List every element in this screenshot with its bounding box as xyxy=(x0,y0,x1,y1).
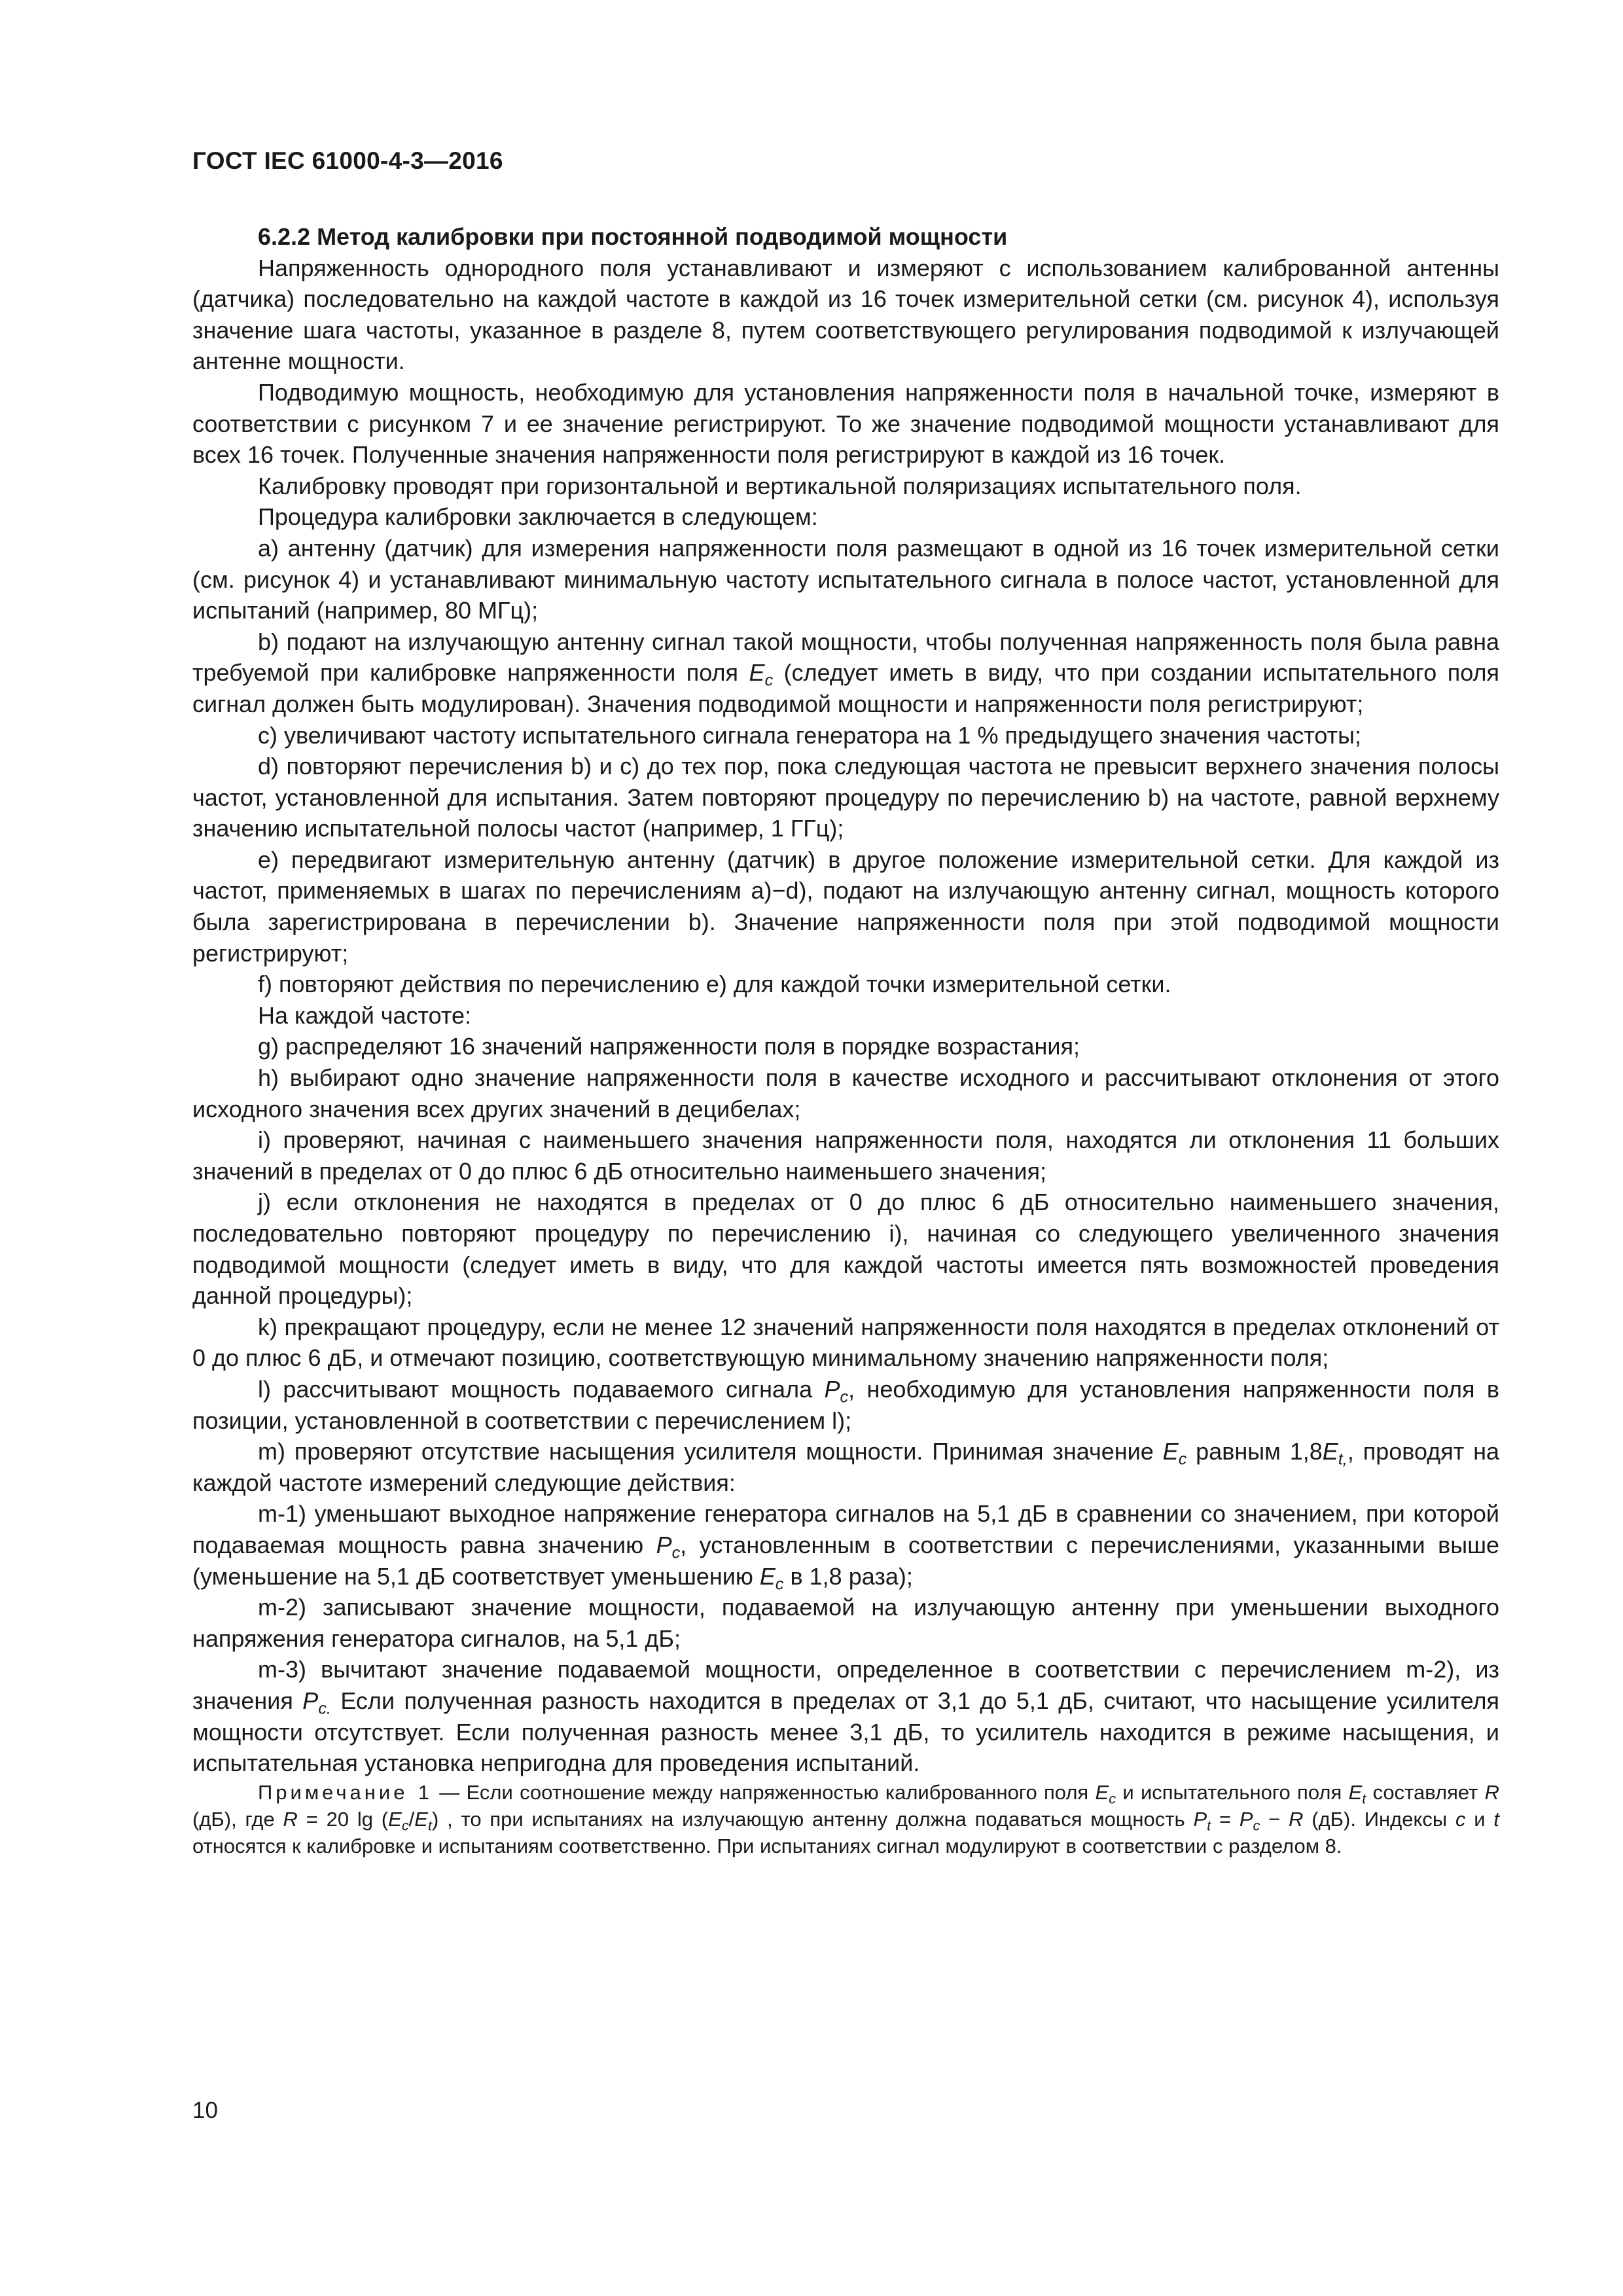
section-body xyxy=(192,221,1499,1859)
paragraph: Напряженность однородного поля устанавливают и измеряют с использованием калиброванной антенны (датчика) последовательно на каждой частоте в каждой из 16 точек измерительной сетки (см. рисунок 4), используя значение шага частоты, указанное в разделе 8, путем соответствующего регулирования подводимой к излучающей антенне мощности. xyxy=(192,254,1499,375)
list-item-g: g) распределяют 16 значений напряженности поля в порядке возрастания; xyxy=(258,1033,1080,1060)
note: Примечание 1 — Если соотношение между напряженностью калиброванного поля $E_c$ и испытательного поля $E_t$ составляет R (дБ), где R = 20 $\lg (E_c/E_t)$ , то при испытаниях на излучающую антенну должна подаваться мощность $P_t = P_c - R$ (дБ). Индексы c и t относятся к калибровке и испытаниям соответственно. При испытаниях сигнал модулируют в соответствии с разделом 8. xyxy=(192,1780,1499,1857)
paragraph: Процедура калибровки заключается в следующем: xyxy=(258,503,818,531)
list-item-f: f) повторяют действия по перечислению е) для каждой точки измерительной сетки. xyxy=(258,971,1171,998)
list-item-l: l) рассчитывают мощность подаваемого сигнала $P_c$, необходимую для установления напряженности поля в позиции, установленной в соответствии с перечислением l); xyxy=(192,1375,1499,1434)
note-label: Примечание 1 xyxy=(258,1780,433,1804)
list-item-c: с) увеличивают частоту испытательного сигнала генератора на 1 % предыдущего значения частоты; xyxy=(258,721,1362,749)
list-item-m2: m-2) записывают значение мощности, подаваемой на излучающую антенну при уменьшении выходного напряжения генератора сигналов, на 5,1 дБ; xyxy=(192,1594,1499,1652)
standard-header: ГОСТ IEC 61000-4-3—2016 xyxy=(192,147,503,174)
list-item-m1: m-1) уменьшают выходное напряжение генератора сигналов на 5,1 дБ в сравнении со значением, при которой подаваемая мощность равна значению $P_c$, установленным в соответствии с перечислениями, указанными выше (уменьшение на 5,1 дБ соответствует уменьшению $E_c$ в 1,8 раза); xyxy=(192,1500,1500,1594)
list-item-d: d) повторяют перечисления b) и с) до тех пор, пока следующая частота не превысит верхнего значения полосы частот, установленной для испытания. Затем повторяют процедуру по перечислению b) на частоте, равной верхнему значению испытательной полосы частот (например, 1 ГГц); xyxy=(192,753,1499,842)
list-item-k: k) прекращают процедуру, если не менее 12 значений напряженности поля находятся в пределах отклонений от 0 до плюс 6 дБ, и отмечают позицию, соответствующую минимальному значению напряженности поля; xyxy=(192,1313,1499,1372)
paragraph: На каждой частоте: xyxy=(258,1001,472,1029)
list-item-a: а) антенну (датчик) для измерения напряженности поля размещают в одной из 16 точек измерительной сетки (см. рисунок 4) и устанавливают минимальную частоту испытательного сигнала в полосе частот, установленной для испытаний (например, 80 МГц); xyxy=(192,534,1499,624)
paragraph: Подводимую мощность, необходимую для установления напряженности поля в начальной точке, измеряют в соответствии с рисунком 7 и ее значение регистрируют. То же значение подводимой мощности устанавливают для всех 16 точек. Полученные значения напряженности поля регистрируют в каждой из 16 точек. xyxy=(192,378,1499,469)
list-item-j: j) если отклонения не находятся в пределах от 0 до плюс 6 дБ относительно наименьшего значения, последовательно повторяют процедуру по перечислению i), начиная со следующего увеличенного значения подводимой мощности (следует иметь в виду, что для каждой частоты имеется пять возможностей проведения данной процедуры); xyxy=(192,1189,1500,1310)
list-item-b: b) подают на излучающую антенну сигнал такой мощности, чтобы полученная напряженность поля была равна требуемой при калибровке напряженности поля $E_c$ (следует иметь в виду, что при создании испытательного поля сигнал должен быть модулирован). Значения подводимой мощности и напряженности поля регистрируют; xyxy=(192,628,1499,717)
symbol-E: E xyxy=(749,659,765,687)
page-number: 10 xyxy=(192,2098,218,2123)
section-title: 6.2.2 Метод калибровки при постоянной подводимой мощности xyxy=(258,223,1008,250)
paragraph: Калибровку проводят при горизонтальной и вертикальной поляризациях испытательного поля. xyxy=(258,472,1302,499)
list-item-i: i) проверяют, начиная с наименьшего значения напряженности поля, находятся ли отклонения 11 больших значений в пределах от 0 до плюс 6 дБ относительно наименьшего значения; xyxy=(192,1126,1499,1185)
subscript-c: c xyxy=(764,671,774,690)
list-item-h: h) выбирают одно значение напряженности поля в качестве исходного и рассчитывают отклонения от этого исходного значения всех других значений в децибелах; xyxy=(192,1064,1499,1122)
list-item-m: m) проверяют отсутствие насыщения усилителя мощности. Принимая значение $E_c$ равным $1,8E_{t,}$, проводят на каждой частоте измерений следующие действия: xyxy=(192,1438,1499,1496)
list-item-m3: m-3) вычитают значение подаваемой мощности, определенное в соответствии с перечислением m-2), из значения $P_{c.}$ Если полученная разность находится в пределах от 3,1 до 5,1 дБ, считают, что насыщение усилителя мощности отсутствует. Если полученная разность менее 3,1 дБ, то усилитель находится в режиме насыщения, и испытательная установка непригодна для проведения испытаний. xyxy=(192,1656,1499,1777)
list-item-e: е) передвигают измерительную антенну (датчик) в другое положение измерительной сетки. Для каждой из частот, применяемых в шагах по перечислениям а)−d), подают на излучающую антенну сигнал, мощность которого была зарегистрирована в перечислении b). Значение напряженности поля при этой подводимой мощности регистрируют; xyxy=(192,846,1499,967)
